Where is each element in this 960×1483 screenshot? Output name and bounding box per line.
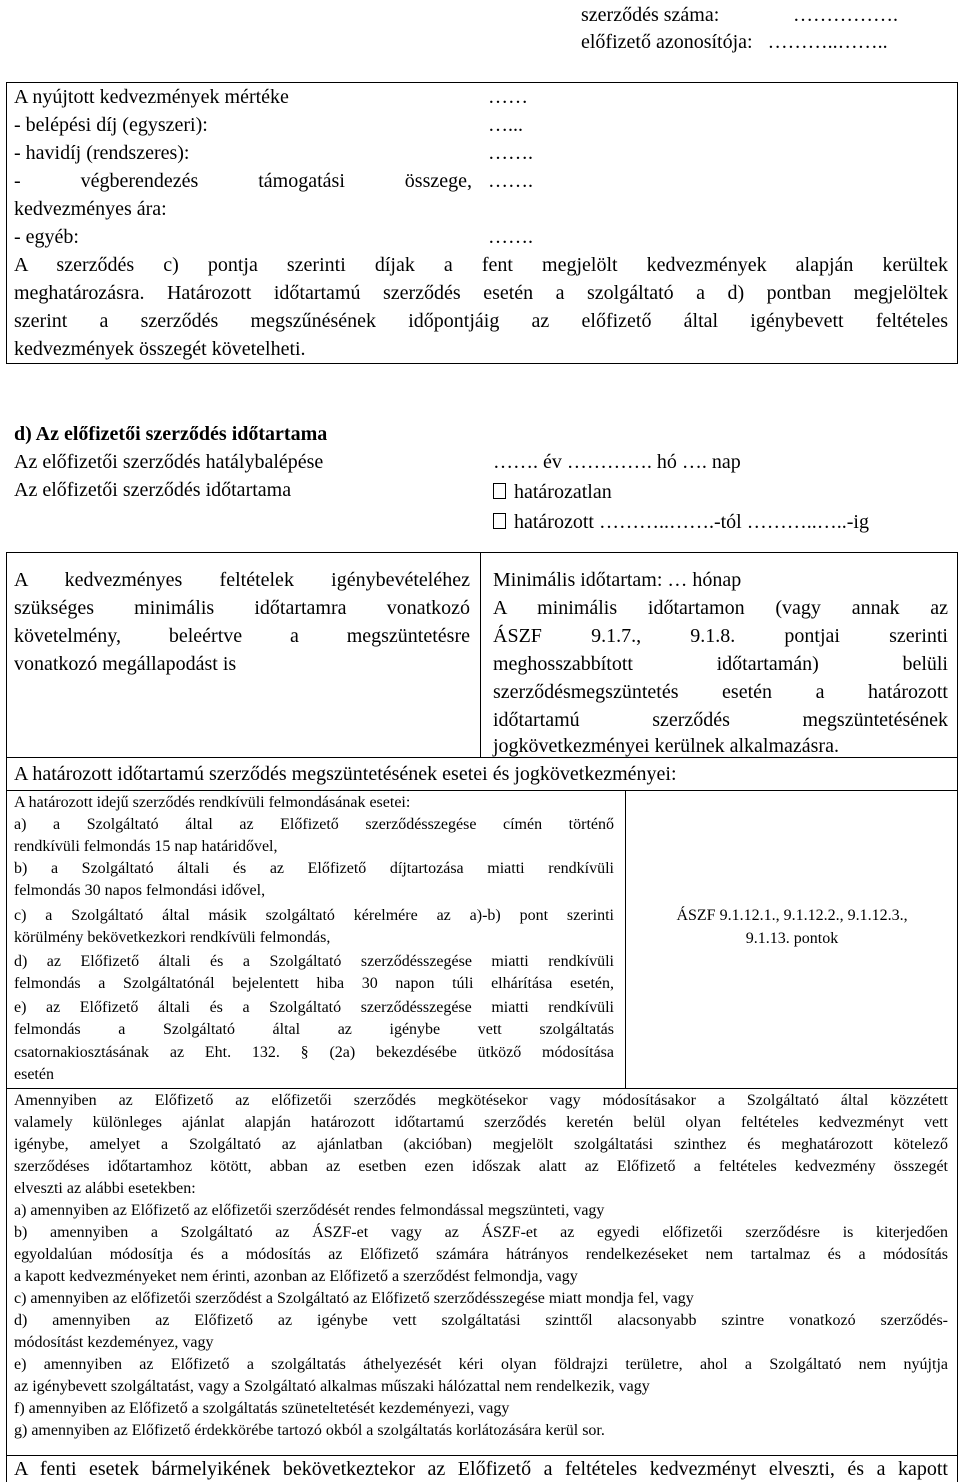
device-support-value: ……. (488, 170, 533, 192)
termination-divider (625, 790, 626, 1088)
minimum-right-line: időtartamú szerződés megszüntetésének (493, 709, 948, 731)
option-indefinite[interactable] (493, 479, 612, 506)
minimum-left-line: A kedvezményes feltételek igénybevételéhez (14, 569, 470, 591)
effective-date-label: Az előfizetői szerződés hatálybalépése (14, 451, 324, 473)
minimum-left-line: szükséges minimális időtartamra vonatkozó (14, 597, 470, 619)
cases-line: d) az Előfizető általi és a Szolgáltató szerződésszegése miatti rendkívüli (14, 953, 614, 970)
cases-line: b) a Szolgáltató általi és az Előfizető díjtartozása miatti rendkívüli (14, 860, 614, 877)
option-indefinite-label: határozatlan (514, 481, 612, 503)
paragraph-line: a kapott kedvezményeket nem érinti, azonban az Előfizető a szerződést felmondja, vagy (14, 1268, 578, 1285)
cases-line: e) az Előfizető általi és a Szolgáltató szerződésszegése miatti rendkívüli (14, 999, 614, 1016)
paragraph-line: az igénybevett szolgáltatást, vagy a Szolgáltató alkalmas műszaki hálózattal nem rendelkezik, vagy (14, 1378, 650, 1395)
cases-line: A határozott idejű szerződés rendkívüli felmondásának esetei: (14, 794, 411, 811)
paragraph-line: szerződéses időtartamhoz kötött, abban az esetben ezen időszak alatt az Előfizető a feltételes kedvezmény összegét (14, 1158, 948, 1175)
cases-line: c) a Szolgáltató által másik szolgáltató kérelmére az a)-b) pont szerinti (14, 907, 614, 924)
paragraph-line: g) amennyiben az Előfizető érdekkörébe tartozó okból a szolgáltatás korlátozására kerül sor. (14, 1422, 605, 1439)
aszf-reference-line: ÁSZF 9.1.12.1., 9.1.12.2., 9.1.12.3., (676, 907, 908, 924)
discounts-note-line: szerint a szerződés megszűnésének időpontjáig az előfizető által igénybevett feltételes (14, 310, 948, 332)
termination-title: A határozott időtartamú szerződés megszüntetésének esetei és jogkövetkezményei: (14, 763, 677, 785)
monthly-fee-value: ……. (488, 142, 533, 164)
effective-date-value: ……. év …………. hó …. nap (493, 451, 741, 473)
paragraph-line: c) amennyiben az előfizetői szerződést a Szolgáltató az Előfizető szerződésszegése miatt mondja fel, vagy (14, 1290, 694, 1307)
cases-line: felmondás a Szolgáltató által az igénybe vett szolgáltatás (14, 1021, 614, 1038)
cases-line: felmondás a Szolgáltatónál bejelentett hiba 30 napon túli elhárítása esetén, (14, 975, 614, 992)
other-value: ……. (488, 226, 533, 248)
paragraph-line: elveszti az alábbi esetekben: (14, 1180, 196, 1197)
contract-number-label: szerződés száma: (581, 4, 720, 26)
cases-line: esetén (14, 1066, 54, 1083)
paragraph-line: a) amennyiben az Előfizető az előfizetői szerződését rendes felmondással megszünteti, vagy (14, 1202, 605, 1219)
minimum-right-line: meghosszabbított időtartamán) belüli (493, 653, 948, 675)
table-top-border (6, 552, 958, 553)
subscriber-id-label: előfizető azonosítója: (581, 31, 753, 53)
checkbox-icon[interactable] (493, 513, 506, 529)
paragraph-line: d) amennyiben az Előfizető az igénybe vett szolgáltatási szinttől alacsonyabb szintre vonatkozó szerződés- (14, 1312, 948, 1329)
contract-number-value: ……………. (793, 4, 898, 26)
option-definite-label: határozott ………..…….-tól ………..…..-ig (514, 511, 869, 533)
device-support-label: - végberendezés támogatási összege, (14, 170, 472, 192)
aszf-reference-line: 9.1.13. pontok (745, 930, 839, 947)
paragraph-line: igénybe, amelyet a Szolgáltató az ajánlatban (akcióban) megjelölt szolgáltatási szinthez és meghatározott kötelező (14, 1136, 948, 1153)
monthly-fee-label: - havidíj (rendszeres): (14, 142, 190, 164)
contract-number (581, 2, 898, 29)
paragraph-line: Amennyiben az Előfizető az előfizetői szerződés megkötésekor vagy módosításakor a Szolgáltató által közzétett (14, 1092, 948, 1109)
paragraph-line: f) amennyiben az Előfizető a szolgáltatás szüneteltetését kezdeményezi, vagy (14, 1400, 510, 1417)
table-left-border (6, 552, 7, 1482)
minimum-left-line: követelmény, beleértve a megszüntetésre (14, 625, 470, 647)
paragraph-line: e) amennyiben az Előfizető a szolgáltatás áthelyezését kéri olyan földrajzi területre, ahol a Szolgáltató nem nyújtja (14, 1356, 948, 1373)
final-line: A fenti esetek bármelyikének bekövetkeztekor az Előfizető a feltételes kedvezményt elveszti, és a kapott (14, 1458, 948, 1480)
termination-cases-border (6, 1088, 958, 1089)
loss-of-discount-paragraph (14, 1090, 948, 1442)
other-label: - egyéb: (14, 226, 79, 248)
entry-fee-value: …... (488, 114, 523, 136)
cases-line: rendkívüli felmondás 15 nap határidővel, (14, 838, 278, 855)
cases-line: a) a Szolgáltató által az Előfizető szerződésszegése címén történő (14, 816, 614, 833)
minimum-right-line: A minimális időtartamon (vagy annak az (493, 597, 948, 619)
paragraph-line: b) amennyiben a Szolgáltató az ÁSZF-et vagy az ÁSZF-et az egyedi előfizetői szerződésre is kiterjedően (14, 1224, 948, 1241)
discounts-title: A nyújtott kedvezmények mértéke (14, 86, 289, 108)
cases-line: körülmény bekövetkezkori rendkívüli felmondás, (14, 929, 331, 946)
subscriber-id (581, 29, 888, 56)
checkbox-icon[interactable] (493, 483, 506, 499)
discounts-title-value: …… (488, 86, 528, 108)
paragraph-line: módosítást kezdeményez, vagy (14, 1334, 214, 1351)
paragraph-line: valamely különleges ajánlat alapján határozott időtartamú szerződés keretén belül olyan feltételes kedvezményt vett (14, 1114, 948, 1131)
entry-fee-label: - belépési díj (egyszeri): (14, 114, 208, 136)
table-divider (480, 552, 481, 757)
duration-title: d) Az előfizetői szerződés időtartama (14, 423, 328, 445)
aszf-reference (627, 905, 957, 950)
discounts-note-line: A szerződés c) pontja szerinti díjak a fent megjelölt kedvezmények alapján kerültek (14, 254, 948, 276)
termination-title-border (6, 790, 958, 791)
option-definite[interactable] (493, 509, 869, 536)
cases-line: felmondás 30 napos felmondási idővel, (14, 882, 266, 899)
subscriber-id-value: ………..…….. (767, 31, 888, 53)
discounts-note-line: kedvezmények összegét követelheti. (14, 338, 306, 360)
minimum-right-line: jogkövetkezményei kerülnek alkalmazásra. (493, 735, 839, 757)
minimum-right-line: ÁSZF 9.1.7., 9.1.8. pontjai szerinti (493, 625, 948, 647)
discounts-note-line: meghatározásra. Határozott időtartamú szerződés esetén a szolgáltató a d) pontban megjelöltek (14, 282, 948, 304)
minimum-right-line: szerződésmegszüntetés esetén a határozott (493, 681, 948, 703)
duration-label: Az előfizetői szerződés időtartama (14, 479, 292, 501)
minimum-left-line: vonatkozó megállapodást is (14, 653, 237, 675)
table-right-border (957, 552, 958, 1482)
paragraph-line: egyoldalúan módosítja és a módosítás az Előfizető számára hátrányos rendelkezéseket nem tartalmaz és a módosítás (14, 1246, 948, 1263)
minimum-right-line: Minimális időtartam: … hónap (493, 569, 742, 591)
cases-line: csatornakiosztásának az Eht. 132. § (2a) bekezdésébe ütköző módosítása (14, 1044, 614, 1061)
device-support-label-cont: kedvezményes ára: (14, 198, 167, 220)
